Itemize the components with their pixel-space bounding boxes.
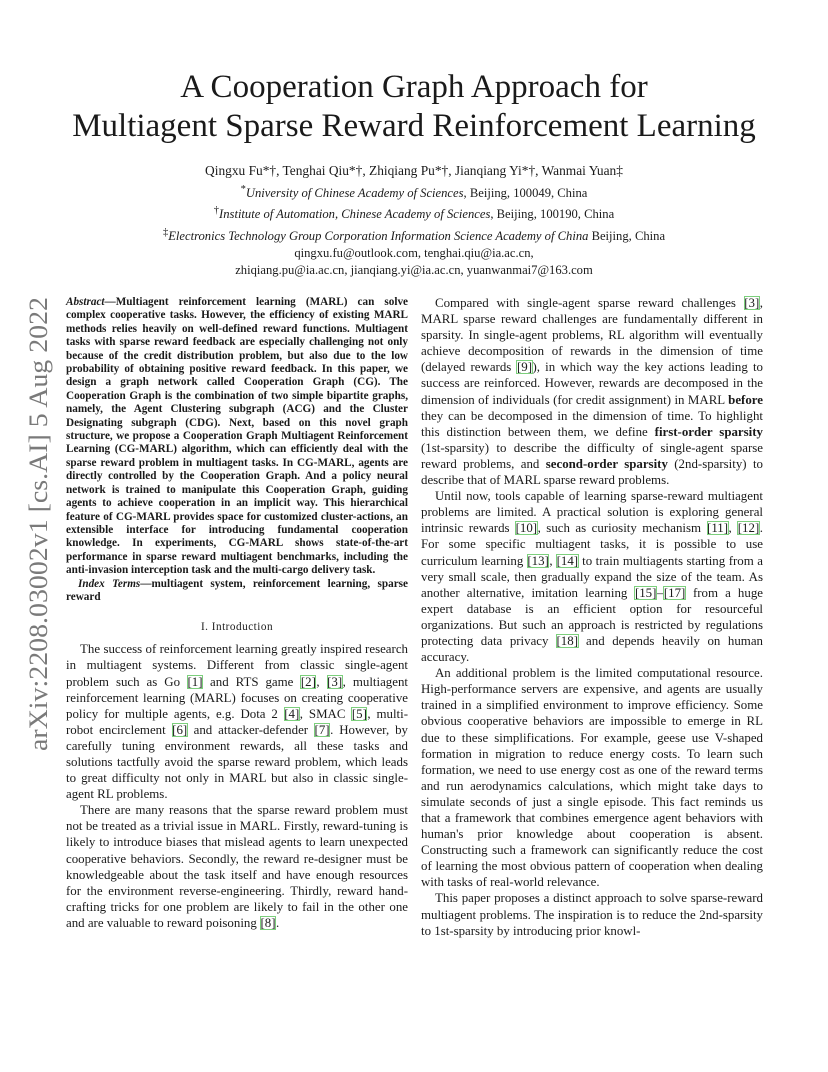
- emails-line-2: zhiqiang.pu@ia.ac.cn, jianqiang.yi@ia.ac.cn, yuanwanmai7@163.com: [235, 263, 593, 278]
- right-column: [421, 295, 763, 939]
- bold-term: before: [728, 392, 763, 407]
- index-terms-text: —multiagent system, reinforcement learning, sparse reward: [66, 577, 408, 603]
- citation-link[interactable]: [17]: [663, 585, 686, 600]
- body-paragraph-proposal: This paper proposes a distinct approach to solve sparse-reward multiagent problems. The inspiration is to reduce the 2nd-sparsity to 1st-sparsity by introducing prior knowl-: [421, 891, 763, 938]
- abstract-label: Abstract: [66, 296, 105, 308]
- citation-link[interactable]: [3]: [744, 296, 760, 310]
- citation-link[interactable]: [2]: [300, 674, 316, 689]
- body-paragraph-computation: An additional problem is the limited computational resource. High-performance servers are expensive, and agents are usually trained in a simplified environment to improve efficiency. Some obvious cooperative behaviors are impossible to emerge in RL due to these simplifications. For example, geese use V-shaped formation in migration to reduce energy costs. To learn such formation, we need to use energy cost as one of the reward terms and run aerodynamics calculations, which might take days to simulate seconds of just a single episode. This fact reminds us that a framework that combines emergence agent behaviors with human's prior knowledge about cooperation is absent. Constructing such a framework can significantly reduce the cost of learning the most obvious pattern of cooperation when dealing with tasks of real-world relevance.: [421, 666, 763, 890]
- citation-link[interactable]: [13]: [527, 553, 549, 568]
- citation-link[interactable]: [9]: [516, 360, 532, 375]
- citation-link[interactable]: [15]: [634, 585, 657, 600]
- author-list: Qingxu Fu*†, Tenghai Qiu*†, Zhiqiang Pu*†, Jianqiang Yi*†, Wanmai Yuan‡: [205, 163, 623, 178]
- intro-paragraph-2: There are many reasons that the sparse reward problem must not be treated as a trivial issue in MARL. Firstly, reward-tuning is likely to introduce biases that mislead agents to learn unexpected cooperative behaviors. Secondly, the reward re-designer must be knowledgeable about the task itself and have enough resources for the environment reverse-engineering. Thirdly, reward hand-crafting tricks for one problem are likely to fail in the other one and are valuable to reward poisoning [8].: [66, 803, 408, 930]
- index-terms: [66, 578, 408, 605]
- citation-link[interactable]: [1]: [187, 674, 203, 689]
- title-line-1: A Cooperation Graph Approach for: [180, 69, 648, 105]
- citation-link[interactable]: [3]: [327, 674, 343, 689]
- citation-link[interactable]: [6]: [172, 722, 188, 737]
- arxiv-stamp: [16, 295, 56, 755]
- index-terms-label: Index Terms: [78, 577, 141, 590]
- citation-link[interactable]: [11]: [707, 521, 729, 536]
- arxiv-stamp-text: arXiv:2208.03002v1 [cs.AI] 5 Aug 2022: [24, 327, 53, 751]
- citation-link[interactable]: [18]: [556, 633, 578, 648]
- citation-link[interactable]: [7]: [314, 722, 330, 737]
- citation-link[interactable]: [10]: [515, 521, 538, 536]
- intro-paragraph-1: The success of reinforcement learning greatly inspired research in multiagent systems. Different from classic single-agent problem such as Go [1] and RTS game [2], [3], multiagent reinforcement learning (MARL) focuses on creating cooperative policy for multiple agents, e.g. Dota 2 [4], SMAC [5], multi-robot encirclement [6] and attacker-defender [7]. However, by carefully tuning environment rewards, all these tasks and solutions tactfully avoid the sparse reward problem, which leads to great difficulty not only in MARL but also in classic single-agent RL problems.: [66, 642, 409, 802]
- bold-term: first-order sparsity: [654, 424, 763, 439]
- left-column: [66, 296, 408, 931]
- citation-link[interactable]: [8]: [260, 915, 276, 930]
- citation-link[interactable]: [4]: [284, 706, 300, 721]
- title-line-2: Multiagent Sparse Reward Reinforcement Learning: [72, 108, 756, 144]
- bold-term: second-order sparsity: [545, 456, 668, 471]
- citation-link[interactable]: [12]: [737, 521, 760, 536]
- abstract-text: —Multiagent reinforcement learning (MARL) can solve complex cooperative tasks. However, the efficiency of existing MARL methods relies heavily on well-defined reward functions. Multiagent tasks with sparse reward feedback are especially challenging not only because of the credit distribution problem, but also due to the low probability of obtaining positive reward feedback. In this paper, we design a graph network called Cooperation Graph (CG). The Cooperation Graph is the combination of two simple bipartite graphs, namely, the Agent Clustering subgraph (ACG) and the Cluster Designating subgraph (CDG). Next, based on this novel graph structure, we propose a Cooperation Graph Multiagent Reinforcement Learning (CG-MARL) algorithm, which can efficiently deal with the sparse reward problem in multiagent tasks. In CG-MARL, agents are directly controlled by the Cooperation Graph. And a policy neural network is trained to manipulate this Cooperation Graph, guiding agents to achieve cooperation in an implicit way. This hierarchical feature of CG-MARL provides space for customized cluster-actions, an extensible interface for introducing fundamental cooperation knowledge. In experiments, CG-MARL shows state-of-the-art performance in sparse reward multiagent benchmarks, including the anti-invasion interception task and the multi-cargo delivery task.: [66, 296, 408, 577]
- body-paragraph-tools: Until now, tools capable of learning sparse-reward multiagent problems are limited. A practical solution is exploring general intrinsic rewards [10], such as curiosity mechanism [11], [12]. For some specific multiagent tasks, it is possible to use curriculum learning [13], [14] to train multiagents starting from a very small scale, then gradually expand the size of the team. As another alternative, imitation learning [15]–[17] from a huge expert database is an efficient option for resourceful organizations. But such an approach is restricted by regulations protecting data privacy [18] and depends heavily on human accuracy.: [421, 489, 764, 665]
- abstract: [66, 296, 408, 578]
- emails-line-1: qingxu.fu@outlook.com, tenghai.qiu@ia.ac.cn,: [294, 246, 534, 261]
- citation-link[interactable]: [5]: [351, 706, 367, 721]
- paper-title: [0, 68, 828, 146]
- body-paragraph-sparsity: Compared with single-agent sparse reward challenges [3], MARL sparse reward challenges are fundamentally different in sparsity. In single-agent problems, RL algorithm will eventually achieve decomposition of rewards in the dimension of time (delayed rewards [9]), in which way the key actions leading to success are reinforced. However, rewards are decomposed in the dimension of individuals (for credit assignment) in MARL before they can be decomposed in the dimension of time. To highlight this distinction between them, we define first-order sparsity (1st-sparsity) to describe the difficulty of single-agent sparse reward problems, and second-order sparsity (2nd-sparsity) to describe that of MARL sparse reward problems.: [421, 296, 763, 488]
- citation-link[interactable]: [14]: [556, 553, 579, 568]
- affiliation-3: ‡Electronics Technology Group Corporation Information Science Academy of China Beijing, China: [162, 226, 666, 243]
- affiliation-1: *University of Chinese Academy of Sciences, Beijing, 100049, China: [240, 184, 588, 201]
- affiliation-2: †Institute of Automation, Chinese Academy of Sciences, Beijing, 100190, China: [213, 205, 615, 222]
- section-heading-introduction: I. Introduction: [200, 621, 274, 634]
- affiliations: [0, 181, 828, 280]
